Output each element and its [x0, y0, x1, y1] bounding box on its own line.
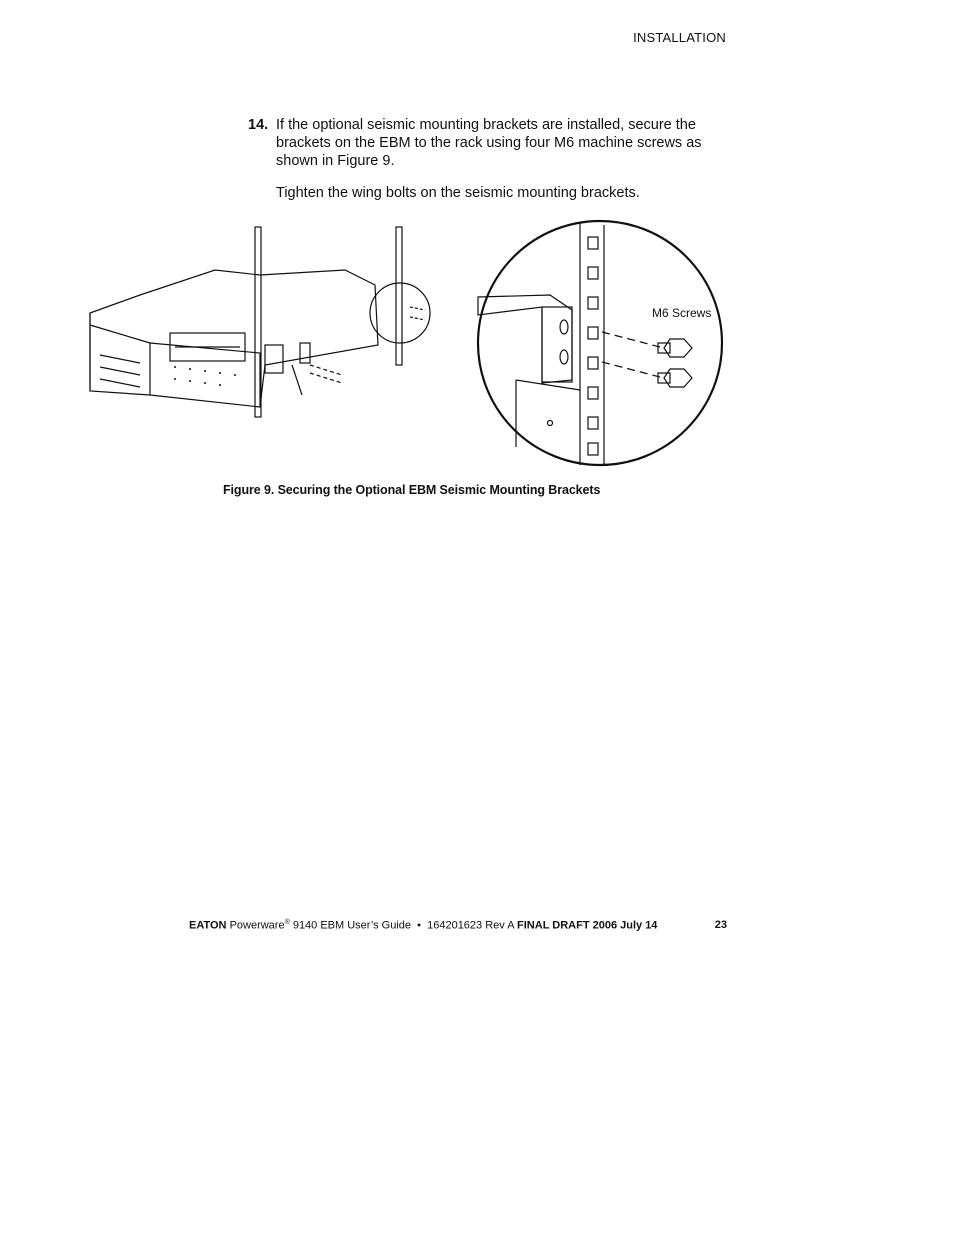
step-subtext: Tighten the wing bolts on the seismic mounting brackets. — [276, 185, 640, 201]
figure-caption: Figure 9. Securing the Optional EBM Seismic Mounting Brackets — [223, 483, 601, 497]
footer-brand: EATON — [189, 919, 227, 932]
zoom-indicator — [370, 283, 430, 343]
callout-label: M6 Screws — [652, 306, 712, 320]
figure-illustration — [80, 215, 740, 475]
detail-circle — [478, 221, 722, 465]
running-header: INSTALLATION — [633, 30, 726, 45]
rack-rail-right — [396, 227, 402, 365]
seismic-bracket — [478, 295, 572, 383]
m6-screw-top — [658, 339, 692, 357]
m6-screw-bottom — [658, 369, 692, 387]
footer-draft: FINAL DRAFT 2006 July 14 — [517, 919, 658, 932]
rack-illustration — [80, 215, 740, 475]
page-footer — [189, 919, 727, 932]
footer-guide: 9140 EBM User’s Guide • 164201623 Rev A — [289, 919, 518, 932]
step-number: 14. — [248, 117, 269, 133]
page-number: 23 — [714, 919, 727, 931]
footer-registered: ® — [284, 919, 290, 926]
rail-slots — [588, 237, 598, 455]
step-text: If the optional seismic mounting brackets are installed, secure the brackets on the EBM to the rack using four M6 machine screws as shown in Figure 9. — [276, 117, 702, 169]
footer-product: Powerware — [229, 919, 285, 932]
